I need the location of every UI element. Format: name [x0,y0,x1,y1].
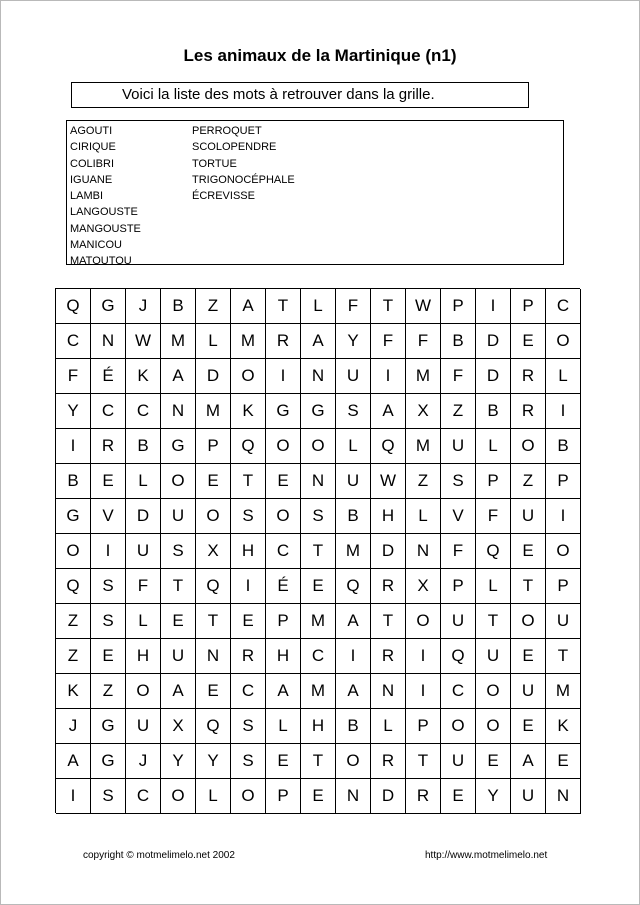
grid-cell[interactable]: Y [56,394,91,429]
grid-cell[interactable]: U [511,499,546,534]
grid-cell[interactable]: E [161,604,196,639]
word-item: MATOUTOU [70,255,132,268]
grid-cell[interactable]: K [56,674,91,709]
grid-cell[interactable]: O [406,604,441,639]
word-item: IGUANE [70,173,113,186]
grid-cell[interactable]: N [336,779,371,814]
grid-cell[interactable]: U [126,534,161,569]
grid-cell[interactable]: A [371,394,406,429]
grid-cell[interactable]: Y [196,744,231,779]
grid-cell[interactable]: M [546,674,581,709]
grid-cell[interactable]: V [441,499,476,534]
grid-cell[interactable]: U [441,604,476,639]
grid-cell[interactable]: B [476,394,511,429]
grid-cell[interactable]: K [546,709,581,744]
grid-cell[interactable]: G [161,429,196,464]
grid-cell[interactable]: I [406,639,441,674]
grid-cell[interactable]: O [476,674,511,709]
grid-cell[interactable]: O [266,429,301,464]
grid-cell[interactable]: Z [91,674,126,709]
grid-cell[interactable]: U [546,604,581,639]
grid-cell[interactable]: P [266,779,301,814]
grid-cell[interactable]: I [56,429,91,464]
grid-cell[interactable]: Z [511,464,546,499]
word-item: SCOLOPENDRE [192,141,277,154]
word-search-grid [55,288,580,813]
grid-cell[interactable]: W [406,289,441,324]
grid-cell[interactable]: S [231,744,266,779]
grid-cell[interactable]: S [91,604,126,639]
grid-cell[interactable]: O [546,534,581,569]
grid-cell[interactable]: B [546,429,581,464]
grid-cell[interactable]: I [371,359,406,394]
grid-cell[interactable]: I [406,674,441,709]
grid-cell[interactable]: L [266,709,301,744]
word-item: COLIBRI [70,157,115,170]
grid-cell[interactable]: C [126,779,161,814]
grid-cell[interactable]: M [196,394,231,429]
word-item: MANGOUSTE [70,222,141,235]
word-item: LANGOUSTE [70,206,138,219]
grid-cell[interactable]: P [546,464,581,499]
grid-cell[interactable]: O [546,324,581,359]
grid-cell[interactable]: S [91,569,126,604]
grid-cell[interactable]: Z [196,289,231,324]
grid-cell[interactable]: Z [406,464,441,499]
grid-cell[interactable]: C [231,674,266,709]
grid-cell[interactable]: L [196,779,231,814]
grid-cell[interactable]: B [336,709,371,744]
grid-cell[interactable]: E [196,674,231,709]
word-item: ÉCREVISSE [192,190,255,203]
grid-cell[interactable]: Q [56,289,91,324]
grid-cell[interactable]: Q [441,639,476,674]
grid-cell[interactable]: E [511,324,546,359]
grid-cell[interactable]: N [301,359,336,394]
footer-url: http://www.motmelimelo.net [425,850,548,861]
grid-cell[interactable]: S [231,709,266,744]
grid-cell[interactable]: A [266,674,301,709]
grid-cell[interactable]: N [371,674,406,709]
grid-cell[interactable]: U [336,464,371,499]
grid-cell[interactable]: F [441,534,476,569]
grid-cell[interactable]: C [266,534,301,569]
grid-cell[interactable]: C [91,394,126,429]
grid-cell[interactable]: Q [231,429,266,464]
grid-cell[interactable]: E [511,534,546,569]
grid-cell[interactable]: E [546,744,581,779]
grid-cell[interactable]: B [126,429,161,464]
grid-cell[interactable]: L [406,499,441,534]
grid-cell[interactable]: Q [336,569,371,604]
grid-cell[interactable]: S [231,499,266,534]
word-list-column-1 [70,123,141,270]
grid-cell[interactable]: A [161,359,196,394]
grid-cell[interactable]: A [511,744,546,779]
word-list [66,120,564,268]
grid-cell[interactable]: O [231,359,266,394]
grid-cell[interactable]: D [126,499,161,534]
grid-cell[interactable]: U [441,744,476,779]
word-item: TORTUE [192,157,237,170]
grid-cell[interactable]: Y [476,779,511,814]
grid-cell[interactable]: J [56,709,91,744]
grid-cell[interactable]: T [301,534,336,569]
grid-cell[interactable]: A [231,289,266,324]
grid-cell[interactable]: L [476,569,511,604]
grid-cell[interactable]: I [546,499,581,534]
grid-cell[interactable]: P [196,429,231,464]
grid-cell[interactable]: É [266,569,301,604]
grid-cell[interactable]: T [371,604,406,639]
grid-cell[interactable]: B [336,499,371,534]
grid-cell[interactable]: D [371,779,406,814]
grid-cell[interactable]: B [56,464,91,499]
grid-cell[interactable]: T [406,744,441,779]
grid-cell[interactable]: M [301,674,336,709]
grid-cell[interactable]: F [441,359,476,394]
grid-cell[interactable]: P [441,289,476,324]
grid-cell[interactable]: G [91,709,126,744]
grid-cell[interactable]: A [56,744,91,779]
grid-cell[interactable]: Z [56,639,91,674]
grid-cell[interactable]: C [546,289,581,324]
grid-cell[interactable]: U [161,499,196,534]
grid-cell[interactable]: S [161,534,196,569]
copyright-text: copyright © motmelimelo.net 2002 [83,850,235,861]
grid-cell[interactable]: L [476,429,511,464]
grid-cell[interactable]: É [91,359,126,394]
grid-cell[interactable]: E [196,464,231,499]
word-item: TRIGONOCÉPHALE [192,173,295,186]
grid-cell[interactable]: Y [336,324,371,359]
grid-cell[interactable]: D [371,534,406,569]
grid-cell[interactable]: L [126,464,161,499]
word-item: CIRIQUE [70,141,116,154]
grid-cell[interactable]: F [56,359,91,394]
grid-cell[interactable]: L [301,289,336,324]
grid-cell[interactable]: R [511,394,546,429]
grid-cell[interactable]: O [476,709,511,744]
grid-cell[interactable]: H [231,534,266,569]
grid-cell[interactable]: S [91,779,126,814]
grid-cell[interactable]: U [126,709,161,744]
grid-cell[interactable]: S [441,464,476,499]
grid-cell[interactable]: K [126,359,161,394]
grid-cell[interactable]: J [126,744,161,779]
page-title: Les animaux de la Martinique (n1) [183,46,457,65]
grid-cell[interactable]: C [301,639,336,674]
grid-cell[interactable]: I [336,639,371,674]
grid-cell[interactable]: D [476,359,511,394]
grid-cell[interactable]: C [126,394,161,429]
grid-cell[interactable]: U [441,429,476,464]
word-item: PERROQUET [192,125,262,137]
grid-cell[interactable]: E [511,639,546,674]
grid-cell[interactable]: W [371,464,406,499]
grid-cell[interactable]: F [126,569,161,604]
grid-cell[interactable]: N [91,324,126,359]
grid-cell[interactable]: E [441,779,476,814]
grid-cell[interactable]: O [231,779,266,814]
grid-cell[interactable]: O [441,709,476,744]
grid-cell[interactable]: I [476,289,511,324]
grid-cell[interactable]: A [336,604,371,639]
grid-cell[interactable]: X [406,569,441,604]
grid-cell[interactable]: M [231,324,266,359]
grid-cell[interactable]: I [56,779,91,814]
grid-cell[interactable]: I [91,534,126,569]
grid-cell[interactable]: O [301,429,336,464]
grid-cell[interactable]: F [371,324,406,359]
grid-cell[interactable]: W [126,324,161,359]
grid-cell[interactable]: P [441,569,476,604]
grid-cell[interactable]: Q [56,569,91,604]
grid-cell[interactable]: A [301,324,336,359]
grid-cell[interactable]: H [371,499,406,534]
grid-cell[interactable]: T [476,604,511,639]
grid-cell[interactable]: I [546,394,581,429]
grid-cell[interactable]: M [406,429,441,464]
grid-cell[interactable]: A [161,674,196,709]
grid-cell[interactable]: R [371,569,406,604]
grid-cell[interactable]: D [196,359,231,394]
grid-cell[interactable]: R [371,744,406,779]
grid-cell[interactable]: C [441,674,476,709]
grid-cell[interactable]: G [301,394,336,429]
grid-cell[interactable]: M [336,534,371,569]
grid-cell[interactable]: H [266,639,301,674]
grid-cell[interactable]: O [196,499,231,534]
grid-cell[interactable]: L [196,324,231,359]
grid-cell[interactable]: N [546,779,581,814]
grid-cell[interactable]: Z [441,394,476,429]
grid-cell[interactable]: G [91,289,126,324]
grid-cell[interactable]: O [336,744,371,779]
grid-cell[interactable]: B [441,324,476,359]
grid-cell[interactable]: Q [196,569,231,604]
grid-cell[interactable]: N [406,534,441,569]
grid-cell[interactable]: T [371,289,406,324]
grid-cell[interactable]: P [546,569,581,604]
grid-cell[interactable]: O [511,604,546,639]
grid-cell[interactable]: T [231,464,266,499]
grid-cell[interactable]: Q [196,709,231,744]
grid-cell[interactable]: P [266,604,301,639]
grid-cell[interactable]: R [406,779,441,814]
grid-cell[interactable]: F [476,499,511,534]
word-item: LAMBI [70,190,104,203]
grid-cell[interactable]: T [301,744,336,779]
grid-cell[interactable]: S [301,499,336,534]
grid-cell[interactable]: O [161,779,196,814]
grid-cell[interactable]: E [231,604,266,639]
grid-cell[interactable]: T [511,569,546,604]
grid-cell[interactable]: R [91,429,126,464]
grid-cell[interactable]: Z [56,604,91,639]
grid-cell[interactable]: X [161,709,196,744]
grid-cell[interactable]: M [301,604,336,639]
grid-cell[interactable]: X [196,534,231,569]
grid-cell[interactable]: U [511,779,546,814]
grid-cell[interactable]: M [406,359,441,394]
grid-cell[interactable]: F [406,324,441,359]
grid-cell[interactable]: O [126,674,161,709]
grid-cell[interactable]: R [266,324,301,359]
word-item: MANICOU [70,239,122,252]
grid-cell[interactable]: P [511,289,546,324]
grid-cell[interactable]: J [126,289,161,324]
grid-cell[interactable]: L [546,359,581,394]
grid-cell[interactable]: G [56,499,91,534]
grid-cell[interactable]: P [476,464,511,499]
grid-cell[interactable]: A [336,674,371,709]
grid-cell[interactable]: L [126,604,161,639]
grid-cell[interactable]: U [476,639,511,674]
grid-cell[interactable]: T [161,569,196,604]
grid-cell[interactable]: V [91,499,126,534]
grid-cell[interactable]: E [266,464,301,499]
grid-cell[interactable]: U [511,674,546,709]
instruction-box: Voici la liste des mots à retrouver dans la grille. [71,82,529,108]
grid-cell[interactable]: I [231,569,266,604]
grid-cell[interactable]: N [301,464,336,499]
grid-cell[interactable]: K [231,394,266,429]
grid-cell[interactable]: R [511,359,546,394]
grid-cell[interactable]: O [56,534,91,569]
grid-cell[interactable]: I [266,359,301,394]
grid-cell[interactable]: E [91,464,126,499]
grid-cell[interactable]: F [336,289,371,324]
grid-cell[interactable]: E [301,569,336,604]
grid-cell[interactable]: E [511,709,546,744]
grid-cell[interactable]: L [371,709,406,744]
grid-cell[interactable]: H [126,639,161,674]
grid-cell[interactable]: U [336,359,371,394]
grid-cell[interactable]: R [371,639,406,674]
word-item: AGOUTI [70,125,113,137]
grid-cell[interactable]: C [56,324,91,359]
grid-cell[interactable]: T [266,289,301,324]
grid-cell[interactable]: U [161,639,196,674]
grid-cell[interactable]: N [161,394,196,429]
grid-cell[interactable]: X [406,394,441,429]
grid-cell[interactable]: G [266,394,301,429]
grid-cell[interactable]: E [476,744,511,779]
grid-cell[interactable]: Q [476,534,511,569]
grid-cell[interactable]: S [336,394,371,429]
grid-cell[interactable]: E [301,779,336,814]
grid-cell[interactable]: R [231,639,266,674]
grid-cell[interactable]: G [91,744,126,779]
grid-cell[interactable]: Q [371,429,406,464]
grid-cell[interactable]: H [301,709,336,744]
grid-cell[interactable]: T [196,604,231,639]
grid-cell[interactable]: N [196,639,231,674]
grid-cell[interactable]: T [546,639,581,674]
grid-cell[interactable]: O [511,429,546,464]
grid-cell[interactable]: E [266,744,301,779]
grid-cell[interactable]: B [161,289,196,324]
grid-cell[interactable]: E [91,639,126,674]
grid-cell[interactable]: Y [161,744,196,779]
grid-cell[interactable]: P [406,709,441,744]
grid-cell[interactable]: O [266,499,301,534]
grid-cell[interactable]: L [336,429,371,464]
grid-cell[interactable]: D [476,324,511,359]
grid-cell[interactable]: O [161,464,196,499]
word-list-column-2 [192,123,295,204]
grid-cell[interactable]: M [161,324,196,359]
